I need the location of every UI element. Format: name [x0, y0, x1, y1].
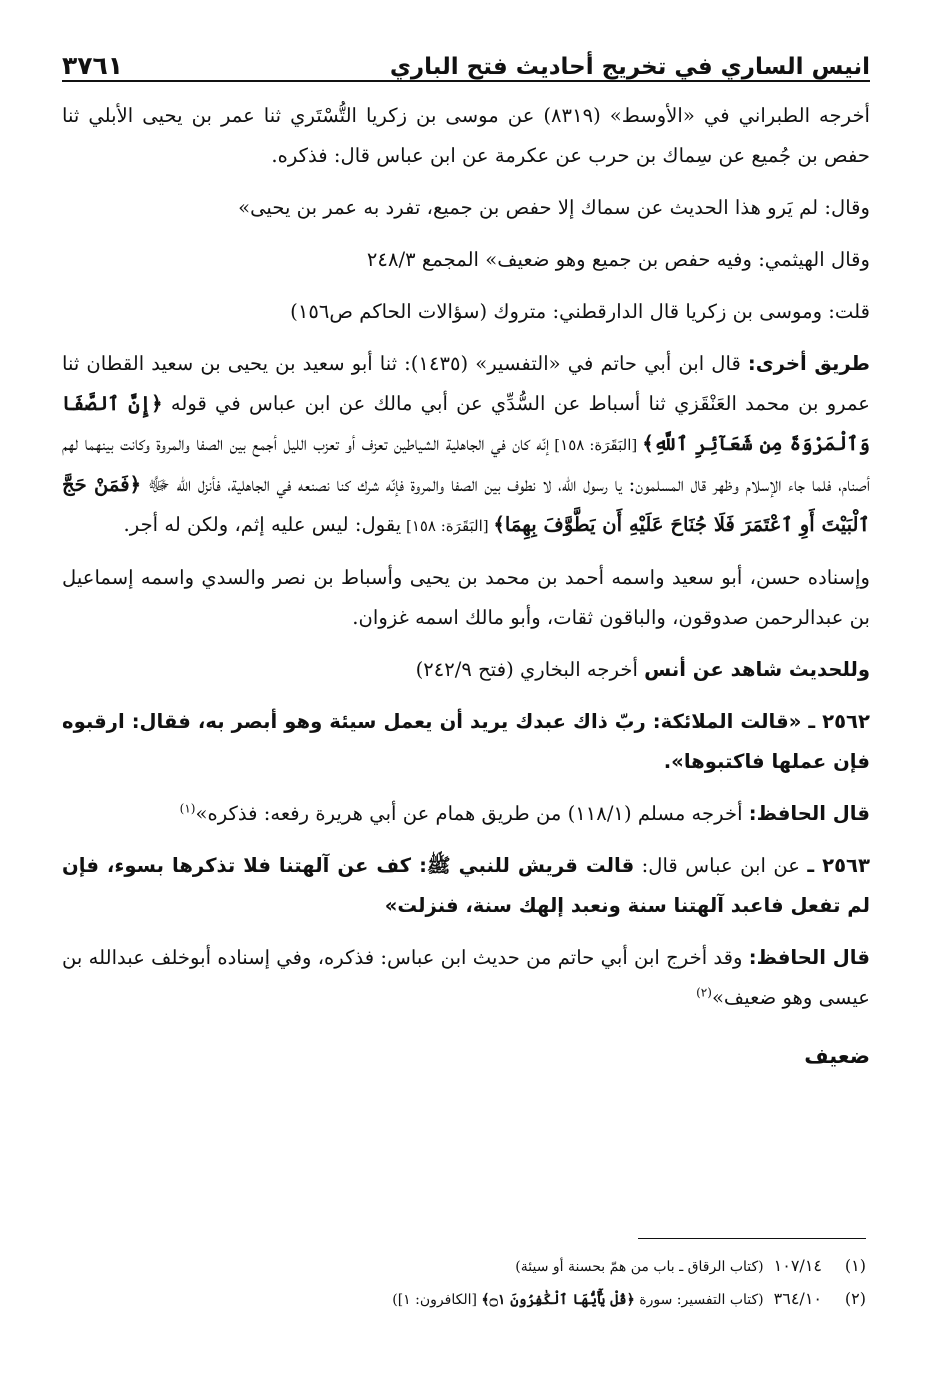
paragraph-hafiz-ibn-abi-hatim — [62, 938, 870, 1018]
quran-verse-hajj: ﴿فَمَنْ حَجَّ ٱلْبَيْتَ أَوِ ٱعْتَمَرَ فَلَا جُنَاحَ عَلَيْهِ أَن يَطَّوَّفَ بِهِمَا﴾ — [62, 473, 870, 536]
hadith-number: ٢٥٦٢ ـ — [808, 710, 870, 733]
footnote-2 — [58, 1283, 866, 1316]
hafiz-text: أخرجه مسلم (١١٨/١) من طريق همام عن أبي هريرة رفعه: فذكره» — [195, 802, 749, 825]
paragraph-shahid — [62, 650, 870, 690]
quran-verse-safa: ﴿إِنَّ ٱلصَّفَا وَٱلْمَرْوَةَ مِن شَعَآئِرِ ٱللَّهِ﴾ — [62, 392, 870, 455]
quran-reference-2: [البَقَرَة: ١٥٨] — [401, 517, 494, 535]
hadith-text: قالت قريش للنبي ﷺ: كف عن آلهتنا فلا تذكرها بسوء، فإن لم تفعل فاعبد آلهتنا سنة ونعبد إلهك سنة، فنزلت» — [62, 854, 870, 917]
book-page — [62, 36, 870, 1076]
hadith-grade: ضعيف — [804, 1044, 870, 1068]
paragraph-takhrij-tabarani: أخرجه الطبراني في «الأوسط» (٨٣١٩) عن موسى بن زكريا التُّسْتَري ثنا عمر بن يحيى الأبلي ثنا حفص بن جُميع عن سِماك بن حرب عن عكرمة عن ابن عباس قال: فذكره. — [62, 104, 870, 167]
shahid-text: أخرجه البخاري (فتح ٢٤٢/٩) — [415, 658, 645, 681]
hadith-lead: «قالت الملائكة: — [645, 710, 809, 733]
page-body — [62, 96, 870, 1076]
quran-reference: [البَقَرَة: ١٥٨] — [549, 436, 643, 454]
book-title: انيس الساري في تخريج أحاديث فتح الباري — [389, 54, 870, 80]
footnote-quran: ﴿قُلْ يَٰٓأَيُّهَا ٱلْكَٰفِرُونَ ۝١﴾ — [481, 1292, 635, 1308]
another-route-text: قال ابن أبي حاتم في «التفسير» (١٤٣٥): ثنا أبو سعيد بن يحيى بن سعيد القطان ثنا عمرو بن محمد العَنْقَزي ثنا أسباط عن السُّدِّي عن أبي مالك عن ابن عباس في قوله — [62, 352, 870, 415]
footnote-text: (كتاب التفسير: سورة — [634, 1292, 764, 1308]
shahid-label: وللحديث شاهد عن أنس — [644, 658, 870, 681]
another-route-text-3: يقول: ليس عليه إثم، ولكن له أجر. — [123, 513, 402, 536]
hafiz-text: وقد أخرج ابن أبي حاتم من حديث ابن عباس: فذكره، وفي إسناده أبوخلف عبدالله بن عيسى وهو ضعيف» — [62, 946, 870, 1009]
paragraph-another-route — [62, 344, 870, 546]
paragraph-isnad-grade: وإسناده حسن، أبو سعيد واسمه أحمد بن محمد بن يحيى وأسباط بن نصر والسدي واسمه إسماعيل بن عبدالرحمن صدوقون، والباقون ثقات، وأبو مالك اسمه غزوان. — [62, 566, 870, 629]
footnote-1 — [58, 1250, 866, 1283]
footnote-marker: (٢) — [696, 985, 712, 1000]
footnotes — [58, 1250, 866, 1316]
hadith-text: ربّ ذاك عبدك يريد أن يعمل سيئة وهو أبصر به، فقال: ارقبوه فإن عملها فاكتبوها». — [62, 710, 870, 773]
footnote-text: (كتاب الرقاق ـ باب من همّ بحسنة أو سيئة) — [515, 1259, 764, 1275]
running-head — [62, 36, 870, 82]
hadith-number: ٢٥٦٣ ـ — [807, 854, 870, 877]
hadith-2562 — [62, 702, 870, 782]
paragraph-tabarani-comment: وقال: لم يَرو هذا الحديث عن سماك إلا حفص بن جميع، تفرد به عمر بن يحيى» — [238, 196, 870, 219]
footnote-number: (١) — [844, 1256, 866, 1275]
another-route-text-2: إنّه كان في الجاهلية الشياطين تعزف أو تعزب الليل أجمع بين الصفا والمروة وكانت بينهما لهم أصنام، فلما جاء الإسلام وظهر قال المسلمون: يا رسول الله، لا نطوف بين الصفا والمروة فإنّه شرك كنا نصنعه في الجاهلية، فأنزل الله ﷻ — [62, 432, 870, 496]
paragraph-hafiz-muslim — [62, 794, 870, 834]
paragraph-haythami: وقال الهيثمي: وفيه حفص بن جميع وهو ضعيف» المجمع ٢٤٨/٣ — [366, 248, 870, 271]
page-number: ٣٧٦١ — [62, 51, 124, 80]
footnote-reference: ١٠٧/١٤ — [773, 1256, 822, 1275]
footnote-number: (٢) — [844, 1289, 866, 1308]
footnote-marker: (١) — [179, 801, 196, 816]
hafiz-label: قال الحافظ: — [748, 946, 870, 969]
footnote-reference: ٣٦٤/١٠ — [773, 1289, 822, 1308]
hafiz-label: قال الحافظ: — [748, 802, 870, 825]
paragraph-daraqutni: قلت: وموسى بن زكريا قال الدارقطني: متروك (سؤالات الحاكم ص١٥٦) — [290, 300, 870, 323]
hadith-isnad: عن ابن عباس قال: — [634, 854, 808, 877]
footnote-tail: [الكافرون: ١]) — [392, 1292, 482, 1308]
footnote-divider — [638, 1238, 866, 1239]
hadith-2563 — [62, 846, 870, 926]
another-route-label: طريق أخرى: — [747, 352, 871, 375]
